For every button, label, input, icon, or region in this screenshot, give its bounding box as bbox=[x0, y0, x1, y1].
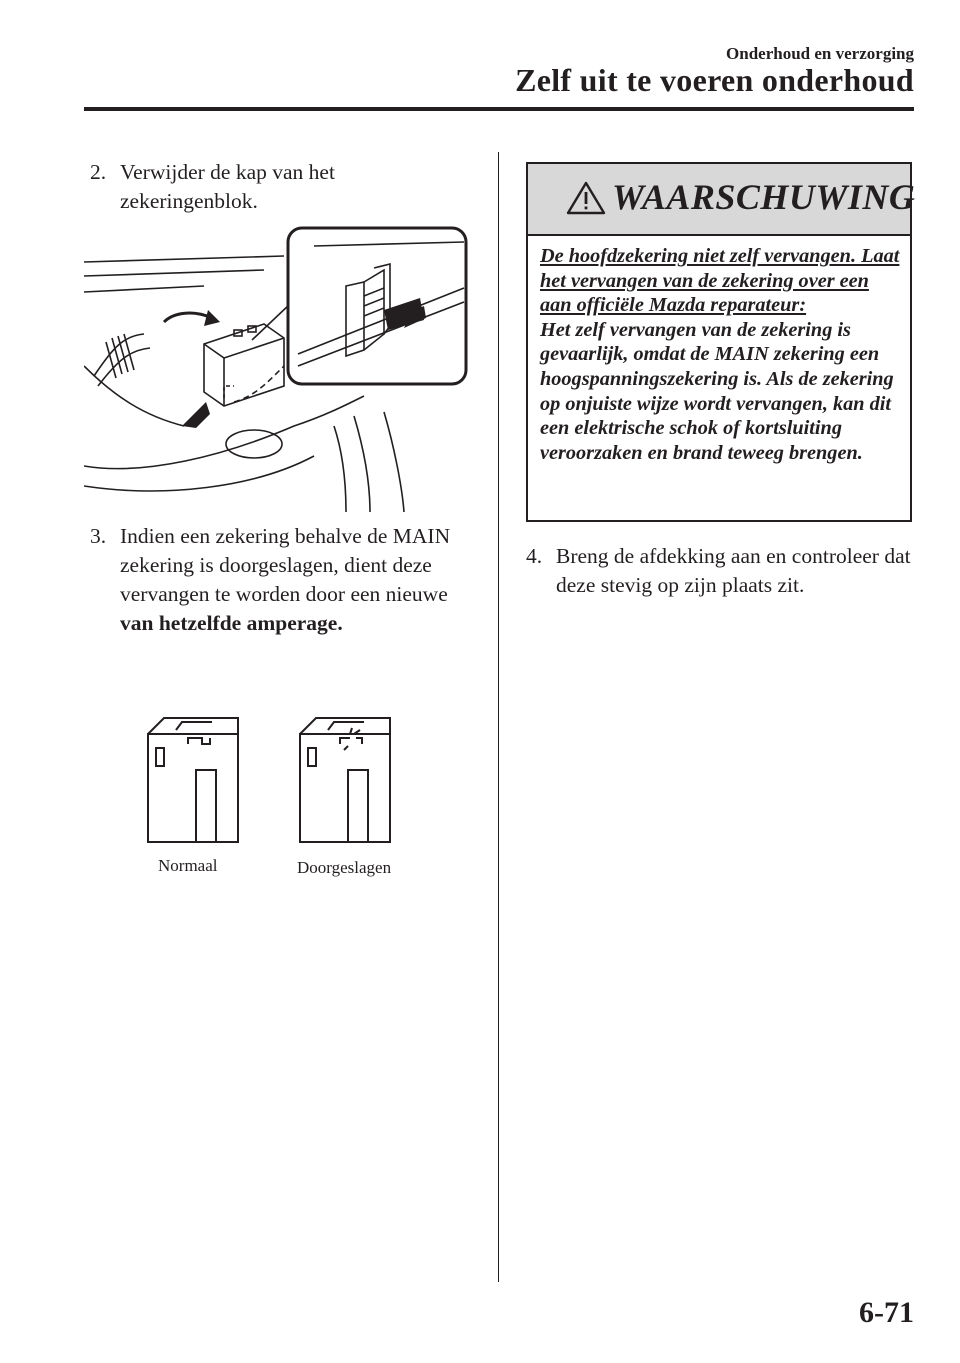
warning-triangle-icon bbox=[566, 180, 606, 216]
fuse-block-cover-illustration bbox=[84, 226, 468, 512]
column-divider bbox=[498, 152, 499, 1282]
header-section: Onderhoud en verzorging bbox=[726, 44, 914, 63]
fuse-label-normal: Normaal bbox=[158, 856, 218, 875]
page-title: Zelf uit te voeren onderhoud bbox=[515, 62, 914, 98]
warning-title: WAARSCHUWING bbox=[612, 177, 916, 217]
step-2-text: Verwijder de kap van het zekeringenblok. bbox=[120, 160, 335, 213]
warning-underlined-text: De hoofdzekering niet zelf vervangen. Laat het vervangen van de zekering over een aan officiële Mazda reparateur: bbox=[540, 245, 900, 317]
step-3 bbox=[90, 522, 475, 638]
step-4 bbox=[526, 542, 912, 600]
warning-text: Het zelf vervangen van de zekering is gevaarlijk, omdat de MAIN zekering een hoogspanningszekering is. Als de zekering op onjuiste wijze wordt vervangen, kan dit een elektrische schok of kortsluiting veroorzaken en brand teweeg brengen. bbox=[540, 318, 894, 464]
warning-header bbox=[528, 164, 916, 236]
step-3-emphasis: van hetzelfde amperage. bbox=[120, 611, 343, 635]
step-4-number: 4. bbox=[526, 544, 543, 568]
step-3-number: 3. bbox=[90, 524, 107, 548]
fuse-comparison-illustration bbox=[140, 700, 410, 880]
warning-body bbox=[528, 236, 910, 465]
step-4-text: Breng de afdekking aan en controleer dat deze stevig op zijn plaats zit. bbox=[556, 544, 911, 597]
header-rule bbox=[84, 107, 914, 111]
warning-box bbox=[526, 162, 916, 522]
step-3-text: Indien een zekering behalve de MAIN zekering is doorgeslagen, dient deze vervangen te worden door een nieuwe bbox=[120, 524, 451, 606]
page-number: 6-71 bbox=[859, 1296, 914, 1329]
step-2 bbox=[90, 158, 470, 216]
fuse-label-blown: Doorgeslagen bbox=[297, 858, 392, 877]
step-2-number: 2. bbox=[90, 160, 107, 184]
